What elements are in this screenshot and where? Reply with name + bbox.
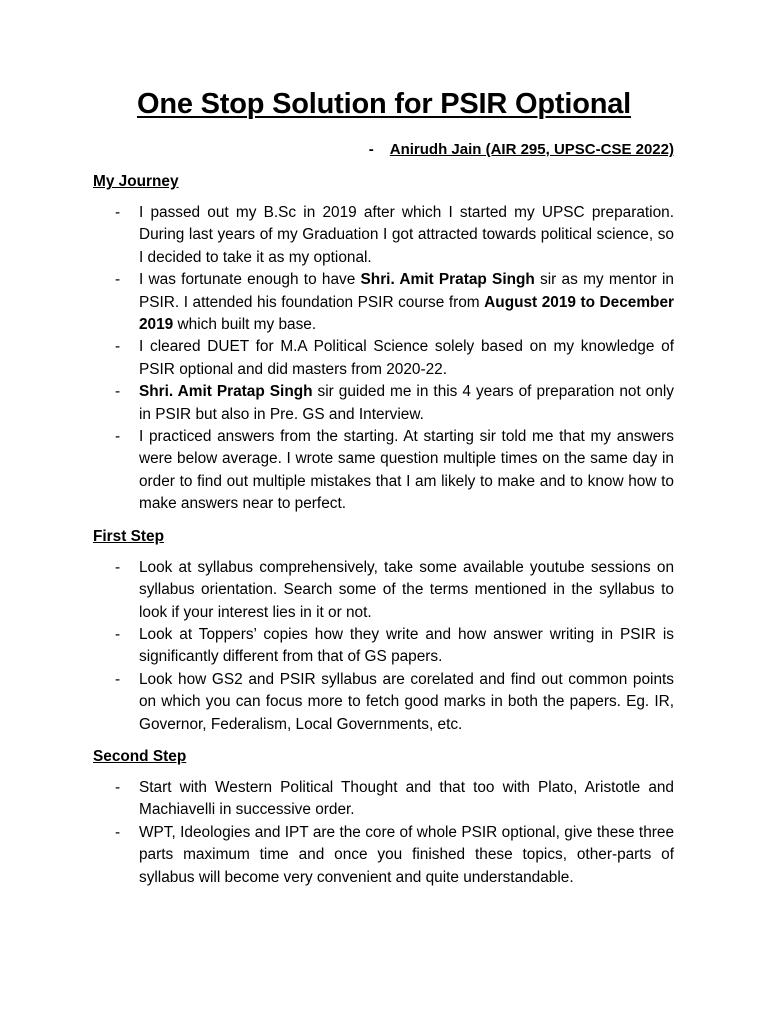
section-list xyxy=(93,777,674,889)
list-item xyxy=(93,669,674,736)
text-run: sir guided me in this 4 years of preparation not only in PSIR but also in Pre. GS and Interview. xyxy=(139,383,674,423)
list-dash: - xyxy=(115,428,121,446)
section-heading: First Step xyxy=(93,527,164,545)
list-dash: - xyxy=(115,823,121,841)
text-run: sir as my mentor in PSIR. I attended his foundation PSIR course from xyxy=(139,271,674,311)
list-item xyxy=(93,426,674,516)
list-item xyxy=(93,822,674,889)
section-list xyxy=(93,557,674,736)
list-item xyxy=(93,269,674,336)
list-item xyxy=(93,557,674,624)
text-run: I passed out my B.Sc in 2019 after which I started my UPSC preparation. During last years of my Graduation I got attracted towards political science, so I decided to take it as my optional. xyxy=(139,204,674,266)
author-byline xyxy=(369,141,674,158)
text-run: WPT, Ideologies and IPT are the core of whole PSIR optional, give these three parts maximum time and once you finished these topics, other-parts of syllabus will become very convenient and quite understandable. xyxy=(139,823,674,886)
list-dash: - xyxy=(115,271,121,289)
list-item xyxy=(93,202,674,269)
text-run: Look at syllabus comprehensively, take some available youtube sessions on syllabus orientation. Search some of the terms mentioned in the syllabus to look if your interest lies in it or not. xyxy=(139,558,674,621)
bold-text: Shri. Amit Pratap Singh xyxy=(360,271,535,289)
text-run: I was fortunate enough to have xyxy=(139,271,361,289)
text-run: I cleared DUET for M.A Political Science solely based on my knowledge of PSIR optional and did masters from 2020-22. xyxy=(139,338,674,378)
bold-text: Shri. Amit Pratap Singh xyxy=(139,383,313,401)
list-dash: - xyxy=(115,338,121,356)
list-item xyxy=(93,381,674,426)
section-list xyxy=(93,202,674,516)
list-dash: - xyxy=(115,670,121,688)
list-item xyxy=(93,336,674,381)
text-run: which built my base. xyxy=(173,316,317,334)
list-item xyxy=(93,777,674,822)
section-heading: Second Step xyxy=(93,747,187,765)
bold-text: August 2019 to December 2019 xyxy=(139,293,674,334)
document-body xyxy=(93,170,674,898)
text-run: Look how GS2 and PSIR syllabus are corelated and find out common points on which you can focus more to fetch good marks in both the papers. Eg. IR, Governor, Federalism, Local Governments, etc. xyxy=(139,670,674,733)
author-name: Anirudh Jain (AIR 295, UPSC-CSE 2022) xyxy=(389,141,674,158)
section-heading: My Journey xyxy=(93,173,179,190)
byline-dash: - xyxy=(368,141,374,158)
text-run: Look at Toppers’ copies how they write and how answer writing in PSIR is significantly different from that of GS papers. xyxy=(139,625,674,666)
text-run: Start with Western Political Thought and that too with Plato, Aristotle and Machiavelli in successive order. xyxy=(139,778,674,819)
list-dash: - xyxy=(115,383,121,401)
document-title: One Stop Solution for PSIR Optional xyxy=(136,88,632,120)
list-dash: - xyxy=(115,204,121,221)
list-item xyxy=(93,624,674,669)
text-run: I practiced answers from the starting. At starting sir told me that my answers were below average. I wrote same question multiple times on the same day in order to find out multiple mistakes that I am likely to make and to know how to make answers near to perfect. xyxy=(139,428,674,513)
list-dash: - xyxy=(115,558,121,576)
list-dash: - xyxy=(115,625,121,643)
list-dash: - xyxy=(115,778,121,796)
